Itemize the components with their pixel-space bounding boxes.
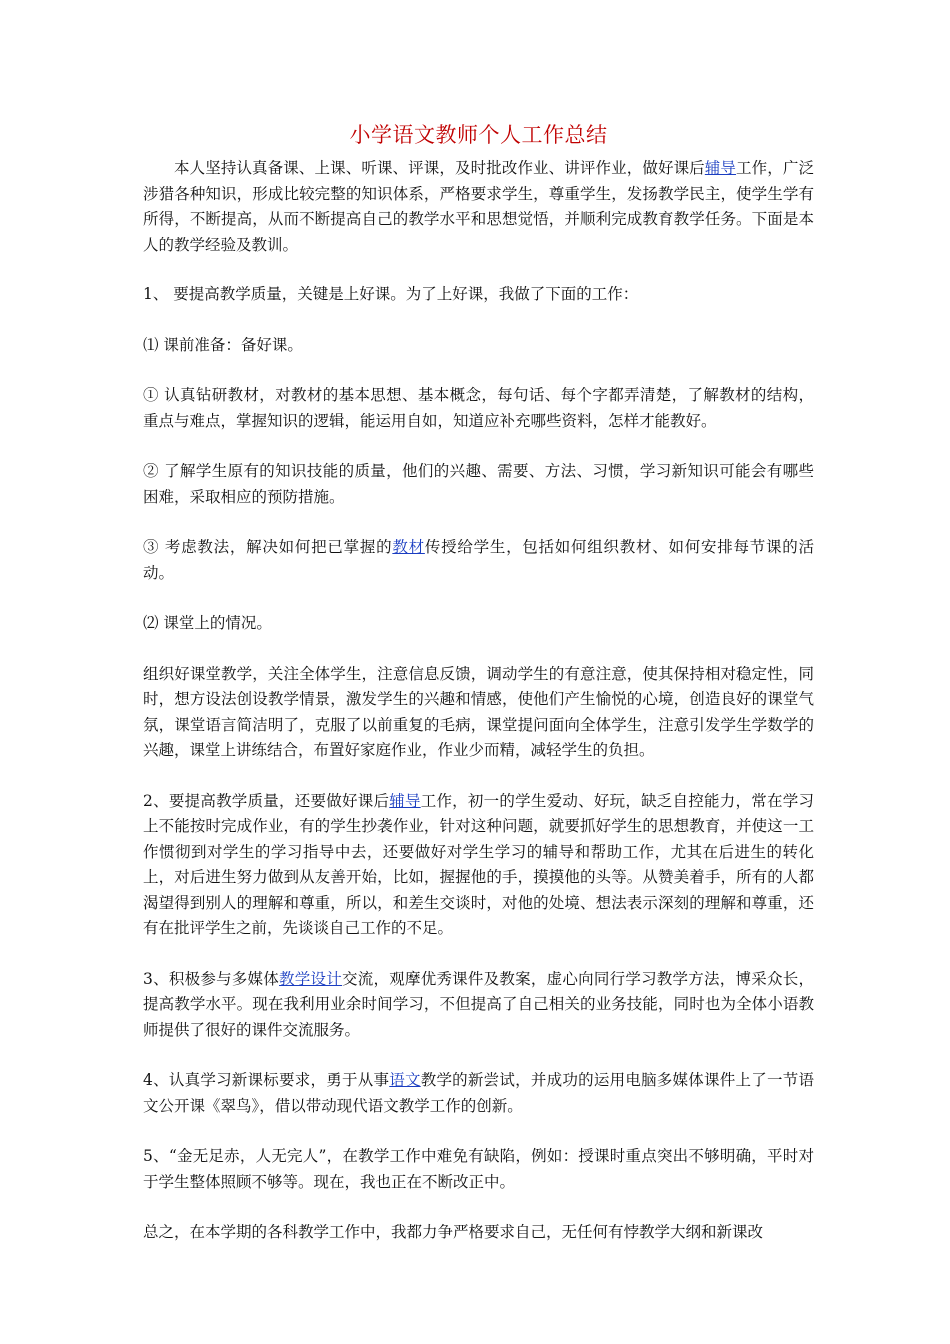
section-3-paragraph xyxy=(143,967,814,1044)
keyword-link-yuwen[interactable]: 语文 xyxy=(389,1071,421,1089)
section-1-2-heading: ⑵ 课堂上的情况。 xyxy=(143,614,272,632)
keyword-link-jiaoxuesheji[interactable]: 教学设计 xyxy=(279,969,342,988)
section-4-paragraph xyxy=(143,1068,814,1119)
section-2-text-a: 2、要提高教学质量，还要做好课后 xyxy=(143,791,390,810)
intro-paragraph xyxy=(143,156,814,258)
section-1-1-item-1: ① 认真钻研教材，对教材的基本思想、基本概念，每句话、每个字都弄清楚，了解教材的结构，重点与难点，掌握知识的逻辑，能运用自如，知道应补充哪些资料，怎样才能教好。 xyxy=(143,386,814,430)
keyword-link-fudao[interactable]: 辅导 xyxy=(704,159,737,177)
conclusion-paragraph: 总之，在本学期的各科教学工作中，我都力争严格要求自己，无任何有悖教学大纲和新课改 xyxy=(143,1223,764,1241)
section-1-1-heading: ⑴ 课前准备：备好课。 xyxy=(143,335,303,354)
section-1-heading: 1、 要提高教学质量，关键是上好课。为了上好课，我做了下面的工作： xyxy=(143,285,639,303)
intro-text-a: 本人坚持认真备课、上课、听课、评课，及时批改作业、讲评作业，做好课后 xyxy=(174,159,705,177)
item-3-text-b: 传授给学生，包括如何组织教材、如何安排每节课的活动。 xyxy=(143,538,814,582)
document-body xyxy=(143,118,814,1271)
section-2-text-b: 工作，初一的学生爱动、好玩，缺乏自控能力，常在学习上不能按时完成作业，有的学生抄袭作业，针对这种问题，就要抓好学生的思想教育，并使这一工作惯彻到对学生的学习指导中去，还要做好对学生学习的辅导和帮助工作，尤其在后进生的转化上，对后进生努力做到从友善开始，比如，握握他的手，摸摸他的头等。从赞美着手，所有的人都渴望得到别人的理解和尊重，所以，和差生交谈时，对他的处境、想法表示深刻的理解和尊重，还有在批评学生之前，先谈谈自己工作的不足。 xyxy=(143,791,814,937)
keyword-link-jiaocai[interactable]: 教材 xyxy=(392,538,425,556)
document-title: 小学语文教师个人工作总结 xyxy=(349,123,608,147)
section-4-text-b: 教学的新尝试，并成功的运用电脑多媒体课件上了一节语文公开课《翠鸟》，借以带动现代语文教学工作的创新。 xyxy=(143,1071,814,1115)
section-1-2-paragraph: 组织好课堂教学，关注全体学生，注意信息反馈，调动学生的有意注意，使其保持相对稳定性，同时，想方设法创设教学情景，激发学生的兴趣和情感，使他们产生愉悦的心境，创造良好的课堂气氛，课堂语言简洁明了，克服了以前重复的毛病，课堂提问面向全体学生，注意引发学生学数学的兴趣，课堂上讲练结合，布置好家庭作业，作业少而精，减轻学生的负担。 xyxy=(143,664,814,759)
item-3-text-a: ③ 考虑教法，解决如何把已掌握的 xyxy=(143,538,393,556)
section-1-1-item-3 xyxy=(143,535,814,586)
section-3-text-b: 交流，观摩优秀课件及教案，虚心向同行学习教学方法，博采众长，提高教学水平。现在我利用业余时间学习，不但提高了自己相关的业务技能，同时也为全体小语教师提供了很好的课件交流服务。 xyxy=(143,969,814,1039)
keyword-link-fudao-2[interactable]: 辅导 xyxy=(389,791,421,810)
section-3-text-a: 3、积极参与多媒体 xyxy=(143,969,280,988)
intro-text-b: 工作，广泛涉猎各种知识，形成比较完整的知识体系，严格要求学生，尊重学生，发扬教学民主，使学生学有所得，不断提高，从而不断提高自己的教学水平和思想觉悟，并顺利完成教育教学任务。下面是本人的教学经验及教训。 xyxy=(143,159,814,254)
section-1-1-item-2: ② 了解学生原有的知识技能的质量，他们的兴趣、需要、方法、习惯，学习新知识可能会有哪些困难，采取相应的预防措施。 xyxy=(143,462,814,506)
section-4-text-a: 4、认真学习新课标要求，勇于从事 xyxy=(143,1071,390,1089)
section-2-paragraph xyxy=(143,789,814,942)
section-5-paragraph: 5、“金无足赤，人无完人”，在教学工作中难免有缺陷，例如：授课时重点突出不够明确，平时对于学生整体照顾不够等。现在，我也正在不断改正中。 xyxy=(143,1147,814,1191)
